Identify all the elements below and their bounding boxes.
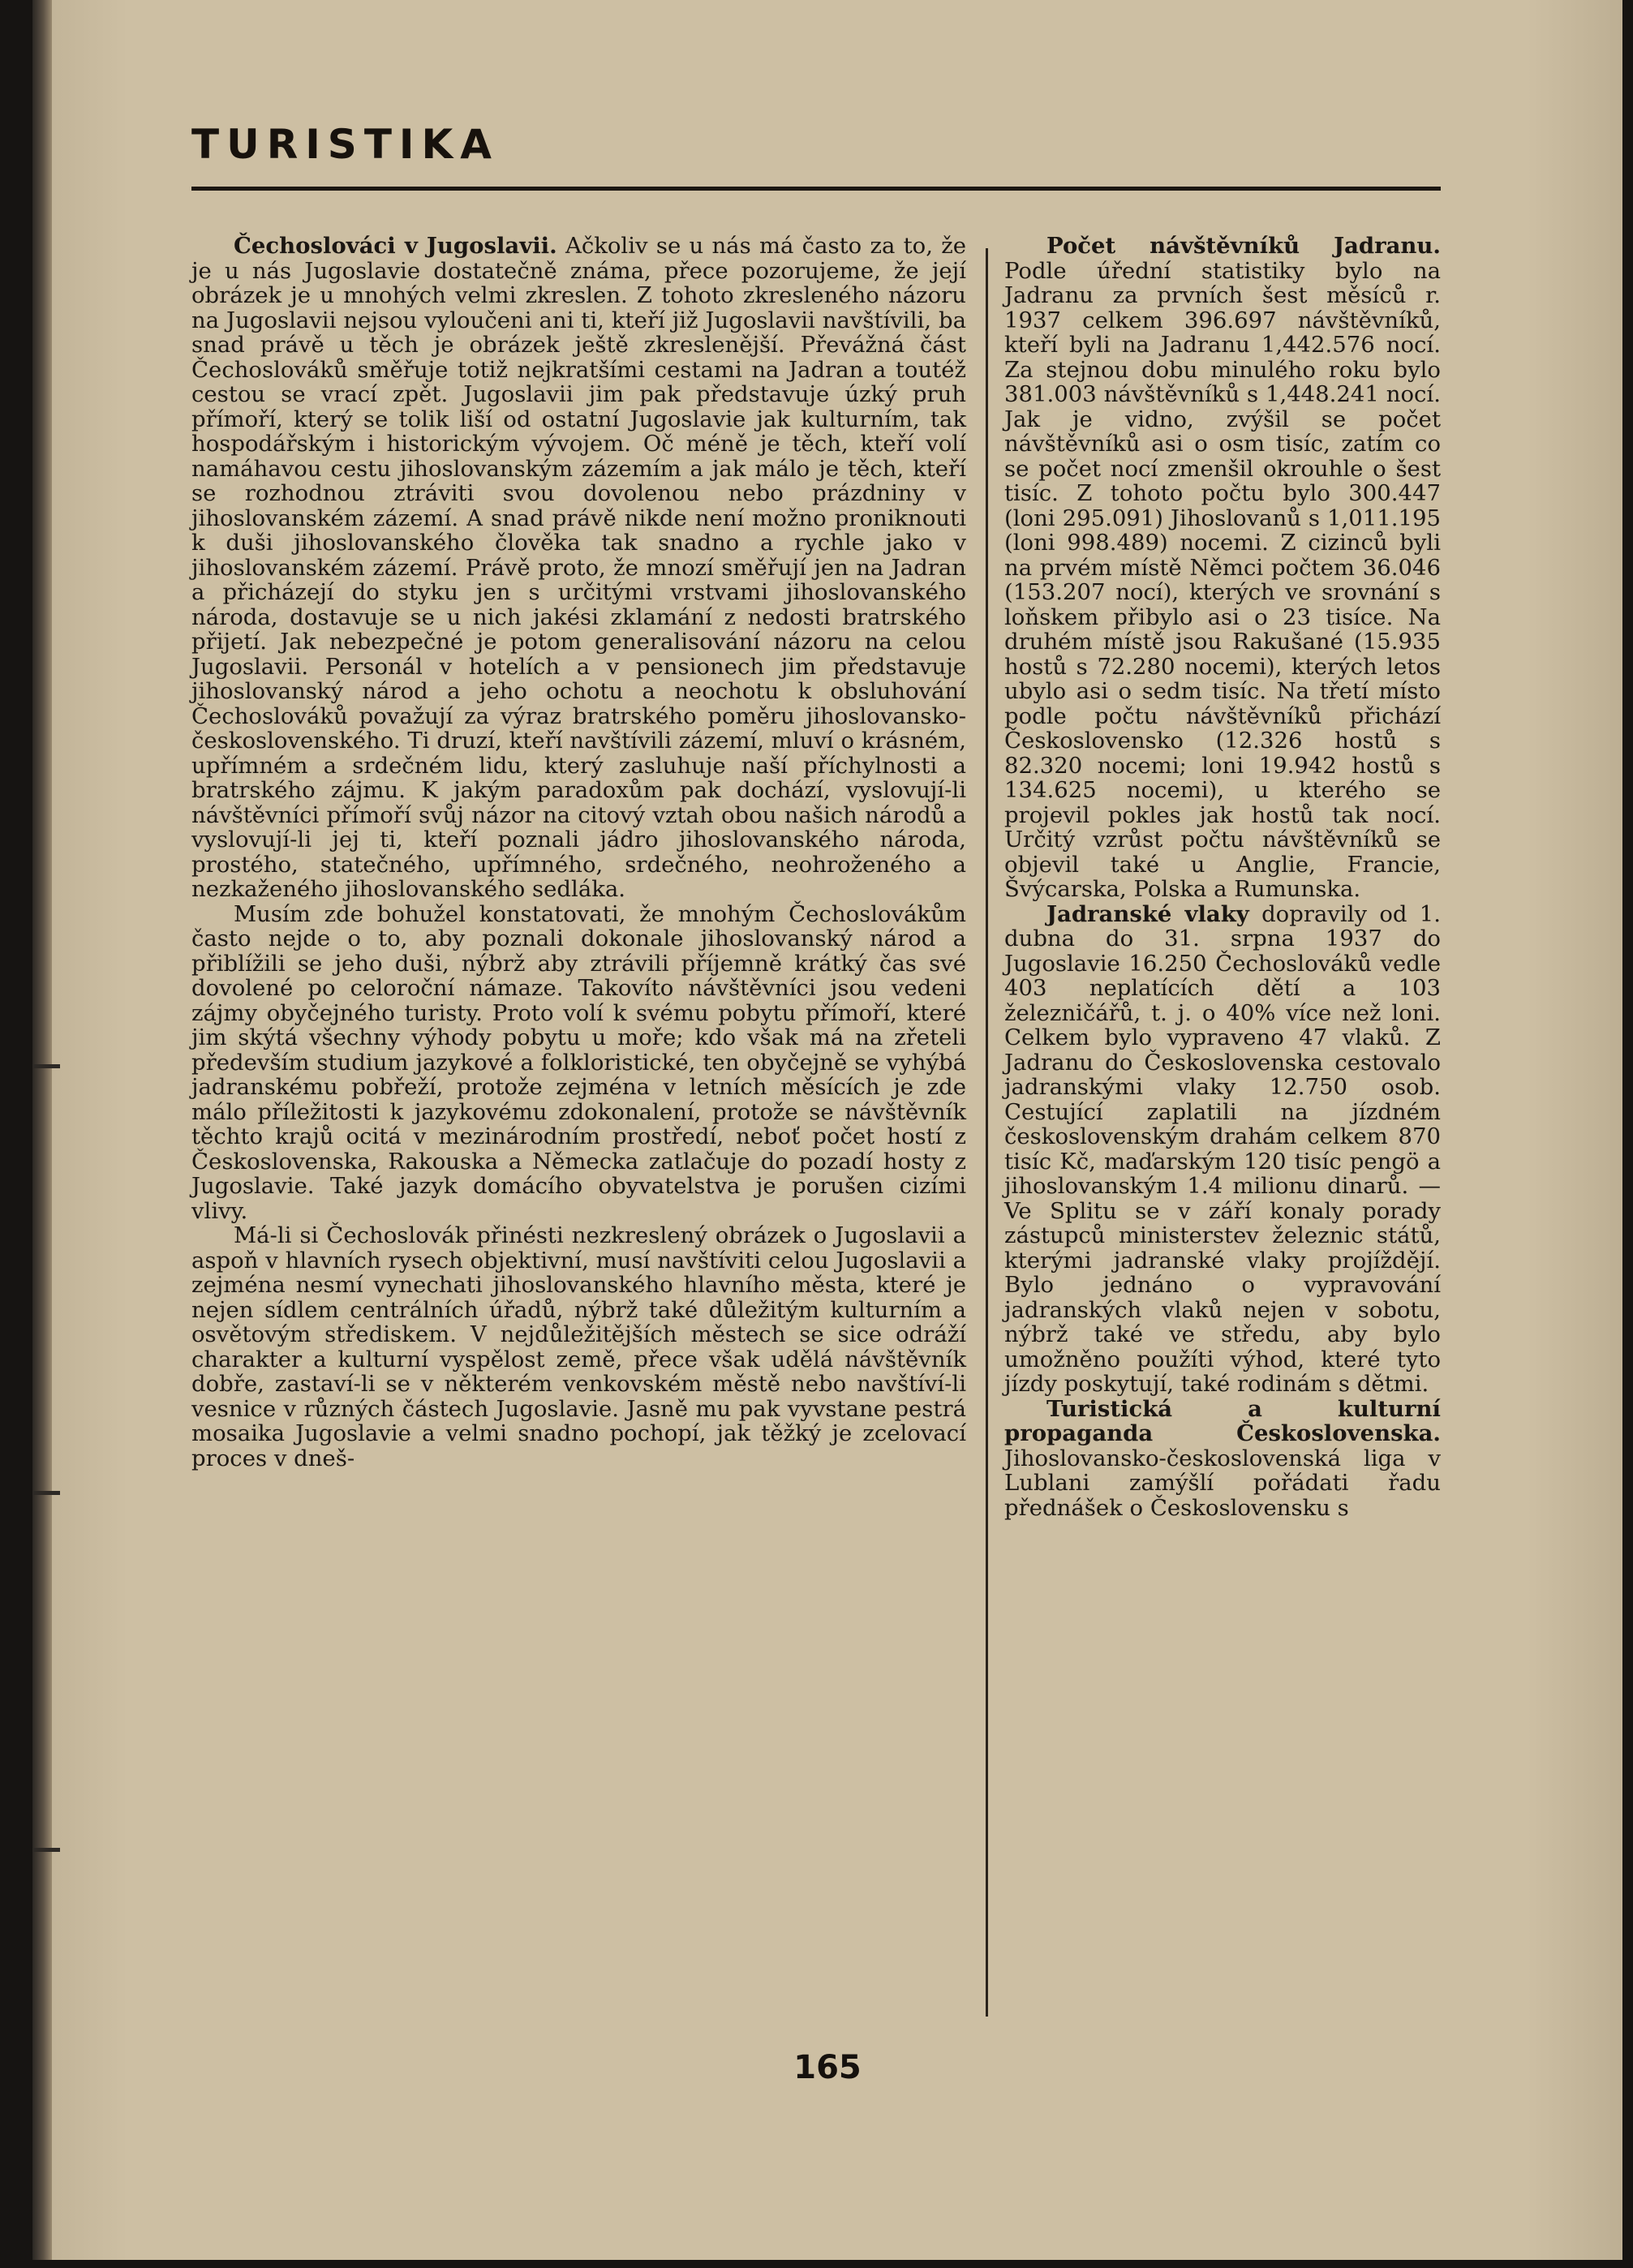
binding-edge	[32, 0, 52, 2260]
column-divider	[986, 248, 988, 2017]
left-column	[191, 234, 966, 1471]
news-text: Jihoslovansko-československá liga v Lublani zamýšlí pořádati řadu přednášek o Československu s	[1004, 1445, 1441, 1521]
news-paragraph	[1004, 234, 1441, 902]
heading-rule	[191, 187, 1441, 191]
news-title: Turistická a kulturní propaganda Československa.	[1004, 1395, 1441, 1446]
article-paragraph: Má-li si Čechoslovák přinésti nezkreslený obrázek o Jugoslavii a aspoň v hlavních rysech objektivní, musí navštíviti celou Jugoslavii a zejména nesmí vynechati jihoslovanského hlavního města, které je nejen sídlem centrálních úřadů, nýbrž také důležitým kulturním a osvětovým střediskem. V nejdůležitějších městech se sice odráží charakter a kulturní vyspělost země, přece však udělá návštěvník dobře, zastaví-li se v některém venkovském městě nebo navštíví-li vesnice v různých částech Jugoslavie. Jasně mu pak vyvstane pestrá mosaika Jugoslavie a velmi snadno pochopí, jak těžký je zcelovací proces v dneš-	[191, 1222, 966, 1471]
binding-mark	[32, 1848, 60, 1852]
article-title: Čechoslováci v Jugoslavii.	[234, 233, 557, 259]
news-paragraph	[1004, 1397, 1441, 1521]
page-number: 165	[793, 2049, 862, 2086]
news-title: Jadranské vlaky	[1046, 900, 1249, 927]
news-paragraph	[1004, 902, 1441, 1397]
news-text: Podle úřední statistiky bylo na Jadranu za prvních šest měsíců r. 1937 celkem 396.697 návštěvníků, kteří byli na Jadranu 1,442.576 nocí. Za stejnou dobu minulého roku bylo 381.003 návštěvníků s 1,448.241 nocí. Jak je vidno, zvýšil se počet návštěvníků asi o osm tisíc, zatím co se počet nocí zmenšil okrouhle o šest tisíc. Z tohoto počtu bylo 300.447 (loni 295.091) Jihoslovanů s 1,011.195 (loni 998.489) nocemi. Z cizinců byli na prvém místě Němci počtem 36.046 (153.207 nocí), kterých ve srovnání s loňskem přibylo asi o 23 tisíce. Na druhém místě jsou Rakušané (15.935 hostů s 72.280 nocemi), kterých letos ubylo asi o sedm tisíc. Na třetí místo podle počtu návštěvníků přichází Československo (12.326 hostů s 82.320 nocemi; loni 19.942 hostů s 134.625 nocemi), u kterého se projevil pokles jak hostů tak nocí. Určitý vzrůst počtu návštěvníků se objevil také u Anglie, Francie, Švýcarska, Polska a Rumunska.	[1004, 257, 1441, 902]
section-heading: TURISTIKA	[191, 121, 499, 168]
news-text: dopravily od 1. dubna do 31. srpna 1937 do Jugoslavie 16.250 Čechoslováků vedle 403 neplatících dětí a 103 železničářů, t. j. o 40% více než loni. Celkem bylo vypraveno 47 vlaků. Z Jadranu do Československa cestovalo jadranskými vlaky 12.750 osob. Cestující zaplatili na jízdném československým drahám celkem 870 tisíc Kč, maďarským 120 tisíc pengö a jihoslovanským 1.4 milionu dinarů. — Ve Splitu se v září konaly porady zástupců ministerstev železnic států, kterými jadranské vlaky projíždějí. Bylo jednáno o vypravování jadranských vlaků nejen v sobotu, nýbrž také ve středu, aby bylo umožněno použíti výhod, které tyto jízdy poskytují, také rodinám s dětmi.	[1004, 900, 1442, 1397]
right-column	[1004, 234, 1441, 1520]
article-paragraph	[191, 234, 966, 902]
binding-mark	[32, 1064, 60, 1068]
news-title: Počet návštěvníků Jadranu.	[1046, 233, 1441, 259]
article-text: Ačkoliv se u nás má často za to, že je u nás Jugoslavie dostatečně známa, přece pozorujeme, že její obrázek je u mnohých velmi zkreslen. Z tohoto zkresleného názoru na Jugoslavii nejsou vyloučeni ani ti, kteří již Jugoslavii navštívili, ba snad právě u těch je obrázek ještě zkreslenější. Převážná část Čechoslováků směřuje totiž nejkratšími cestami na Jadran a toutéž cestou se vrací zpět. Jugoslavii jim pak představuje úzký pruh přímoří, který se tolik liší od ostatní Jugoslavie jak kulturním, tak hospodářským i historickým vývojem. Oč méně je těch, kteří volí namáhavou cestu jihoslovanským zázemím a jak málo je těch, kteří se rozhodnou ztráviti svou dovolenou nebo prázdniny v jihoslovanském zázemí. A snad právě nikde není možno proniknouti k duši jihoslovanského člověka tak snadno a rychle jako v jihoslovanském zázemí. Právě proto, že mnozí směřují jen na Jadran a přicházejí do styku jen s určitými vrstvami jihoslovanského národa, dostavuje se u nich jakési zklamání z nedosti bratrského přijetí. Jak nebezpečné je potom generalisování názoru na celou Jugoslavii. Personál v hotelích a v pensionech jim představuje jihoslovanský národ a jeho ochotu a neochotu k obsluhování Čechoslováků považují za výraz bratrského poměru jihoslovansko-československého. Ti druzí, kteří navštívili zázemí, mluví o krásném, upřímném a srdečném lidu, který zasluhuje naší příchylnosti a bratrského zájmu. K jakým paradoxům pak dochází, vyslovují-li návštěvníci přímoří svůj názor na citový vztah obou našich národů a vyslovují-li jej ti, kteří poznali jádro jihoslovanského národa, prostého, statečného, upřímného, srdečného, neohroženého a nezkaženého jihoslovanského sedláka.	[191, 233, 966, 902]
article-paragraph: Musím zde bohužel konstatovati, že mnohým Čechoslovákům často nejde o to, aby poznali dokonale jihoslovanský národ a přiblížili se jeho duši, nýbrž aby ztrávili příjemně krátký čas své dovolené po celoroční námaze. Takovíto návštěvníci jsou vedeni zájmy obyčejného turisty. Proto volí k svému pobytu přímoří, které jim skýtá všechny výhody pobytu u moře; kdo však má na zřeteli především studium jazykové a folkloristické, ten obyčejně se vyhýbá jadranskému pobřeží, protože zejména v letních měsících je zde málo příležitosti k jazykovému zdokonalení, protože se návštěvník těchto krajů ocitá v mezinárodním prostředí, neboť počet hostí z Československa, Rakouska a Německa zatlačuje do pozadí hosty z Jugoslavie. Také jazyk domácího obyvatelstva je porušen cizími vlivy.	[191, 900, 966, 1224]
binding-mark	[32, 1491, 60, 1495]
book-page	[32, 0, 1622, 2260]
